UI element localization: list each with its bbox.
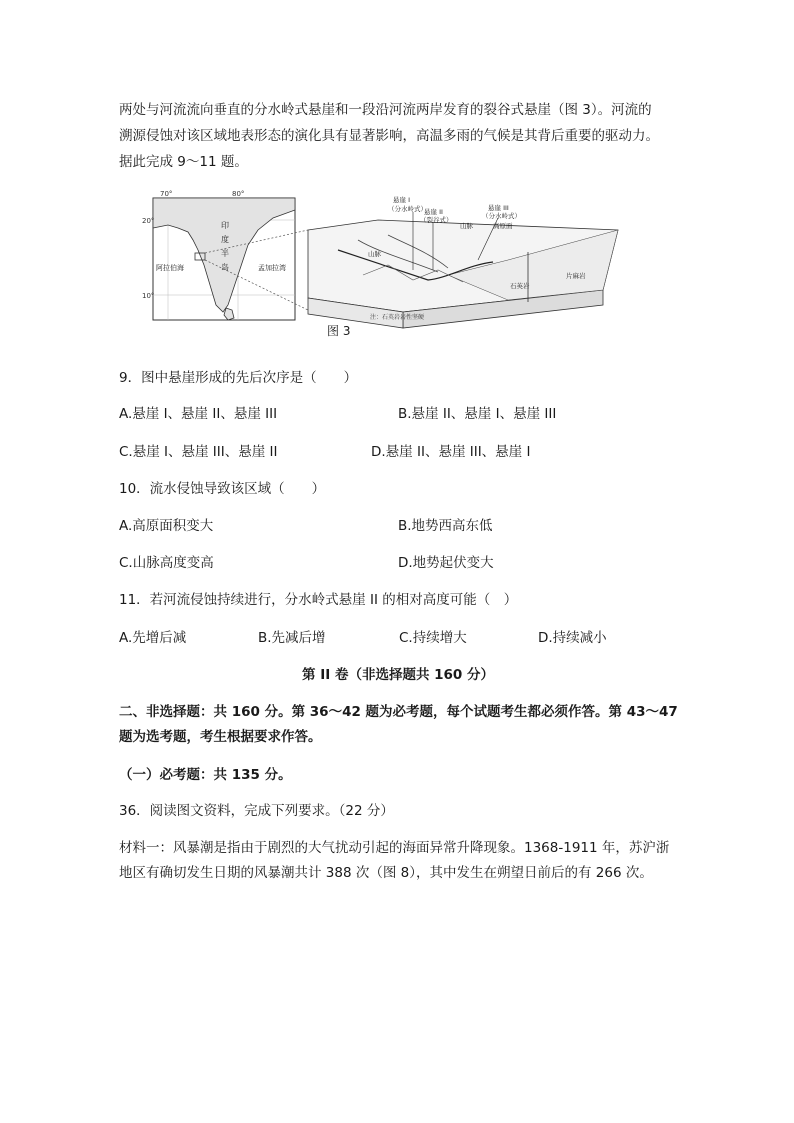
q11-stem: 11．若河流侵蚀持续进行，分水岭式悬崖 II 的相对高度可能（ ） — [119, 592, 518, 608]
lat-10-label: 10° — [142, 292, 155, 300]
cliff3-label: 悬崖 III — [488, 204, 509, 212]
peninsula-label-2: 度 — [221, 235, 229, 244]
required-section-label: （一）必考题：共 135 分。 — [119, 767, 292, 783]
intro-line-1: 两处与河流流向垂直的分水岭式悬崖和一段沿河流两岸发育的裂谷式悬崖（图 3）。河流的 — [119, 102, 652, 118]
intro-line-3: 据此完成 9～11 题。 — [119, 154, 248, 170]
intro-line-2: 溯源侵蚀对该区域地表形态的演化具有显著影响，高温多雨的气候是其背后重要的驱动力。 — [119, 128, 659, 144]
q10-option-d[interactable]: D.地势起伏变大 — [398, 555, 494, 571]
q11-option-d[interactable]: D.持续减小 — [538, 630, 607, 646]
lon-70-label: 70° — [160, 190, 173, 198]
block-diagram — [308, 195, 618, 328]
q11-option-b[interactable]: B.先减后增 — [258, 630, 326, 646]
q11-option-c[interactable]: C.持续增大 — [399, 630, 467, 646]
plateau-label: 高原面 — [493, 222, 513, 230]
lon-80-label: 80° — [232, 190, 245, 198]
q9-option-a[interactable]: A.悬崖 I、悬崖 II、悬崖 III — [119, 406, 278, 422]
part2-line-2: 题为选考题，考生根据要求作答。 — [119, 729, 322, 745]
mountain-label: 山脉 — [460, 222, 473, 230]
figure-3 — [142, 190, 618, 340]
q11-option-a[interactable]: A.先增后减 — [119, 630, 187, 646]
gneiss-label: 片麻岩 — [566, 272, 586, 280]
q36-stem: 36．阅读图文资料，完成下列要求。（22 分） — [119, 803, 394, 819]
section2-title: 第 II 卷（非选择题共 160 分） — [302, 667, 495, 683]
q10-option-b[interactable]: B.地势西高东低 — [398, 518, 493, 534]
peninsula-label-4: 岛 — [221, 263, 229, 272]
quartzite-label: 石英岩 — [510, 282, 530, 290]
figure-note: 注：石英岩岩性坚硬 — [370, 314, 425, 321]
cliff1-type: （分水岭式） — [388, 205, 427, 213]
q36-material-line-2: 地区有确切发生日期的风暴潮共计 388 次（图 8），其中发生在朔望日前后的有 266 次。 — [119, 865, 653, 881]
q9-option-c[interactable]: C.悬崖 I、悬崖 III、悬崖 II — [119, 444, 278, 460]
cliff2-type: （裂谷式） — [420, 216, 453, 224]
figure-caption: 图 3 — [327, 324, 351, 338]
peninsula-label-3: 半 — [221, 249, 229, 258]
arabian-sea-label: 阿拉伯海 — [156, 264, 184, 272]
bay-of-bengal-label: 孟加拉湾 — [258, 264, 286, 272]
figure-3-drawing — [142, 190, 618, 340]
q9-stem: 9．图中悬崖形成的先后次序是（ ） — [119, 370, 358, 386]
cliff1-label: 悬崖 I — [393, 196, 410, 204]
peninsula-label-1: 印 — [221, 221, 229, 230]
q10-stem: 10．流水侵蚀导致该区域（ ） — [119, 481, 326, 497]
part2-line-1: 二、非选择题：共 160 分。第 36～42 题为必考题，每个试题考生都必须作答。第 43～47 — [119, 704, 678, 720]
lat-20-label: 20° — [142, 217, 155, 225]
mountain-left-label: 山脉 — [368, 250, 381, 258]
cliff2-label: 悬崖 II — [424, 208, 443, 216]
q36-material-line-1: 材料一：风暴潮是指由于剧烈的大气扰动引起的海面异常升降现象。1368-1911 年，苏沪浙 — [119, 840, 670, 856]
india-map — [142, 190, 295, 320]
q10-option-a[interactable]: A.高原面积变大 — [119, 518, 214, 534]
q9-option-d[interactable]: D.悬崖 II、悬崖 III、悬崖 I — [371, 444, 531, 460]
cliff3-type: （分水岭式） — [482, 212, 521, 220]
q10-option-c[interactable]: C.山脉高度变高 — [119, 555, 214, 571]
q9-option-b[interactable]: B.悬崖 II、悬崖 I、悬崖 III — [398, 406, 557, 422]
